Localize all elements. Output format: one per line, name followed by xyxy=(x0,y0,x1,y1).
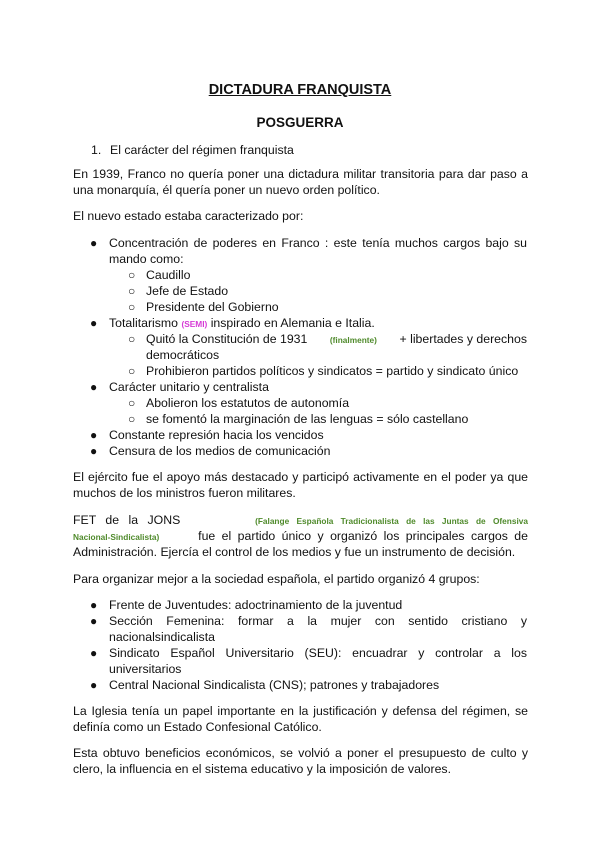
paragraph-1-line-1: En 1939, Franco no quería poner una dictadura militar transitoria para dar paso a xyxy=(73,167,528,181)
list2-item2-line1: Sección Femenina: formar a la mujer con sentido cristiano y xyxy=(109,614,527,628)
sub-bullet-icon: ○ xyxy=(128,268,136,282)
list1-item2-sub1-line2: democráticos xyxy=(146,348,220,362)
paragraph-5: Para organizar mejor a la sociedad española, el partido organizó 4 grupos: xyxy=(73,572,480,586)
paragraph-7-line-2: clero, la influencia en el sistema educativo y la imposición de valores. xyxy=(73,762,451,776)
paragraph-4-line-2 xyxy=(73,528,528,545)
document-subtitle: POSGUERRA xyxy=(256,115,344,130)
list2-item2-line2: nacionalsindicalista xyxy=(109,630,215,644)
sub-bullet-icon: ○ xyxy=(128,284,136,298)
paragraph-4-line-3: Administración. Ejercía el control de los medios y fue un instrumento de decisión. xyxy=(73,545,516,559)
list1-item3-sub2: se fomentó la marginación de las lenguas = sólo castellano xyxy=(146,412,469,426)
list2-item3-line2: universitarios xyxy=(109,662,182,676)
paragraph-3-line-1: El ejército fue el apoyo más destacado y participó activamente en el poder ya que xyxy=(73,470,528,484)
bullet-icon: ● xyxy=(90,380,98,394)
sub-bullet-icon: ○ xyxy=(128,412,136,426)
list2-item1: Frente de Juventudes: adoctrinamiento de la juventud xyxy=(109,598,403,612)
list1-item2-sub2: Prohibieron partidos políticos y sindicatos = partido y sindicato único xyxy=(146,364,519,378)
list1-item1-line2: mando como: xyxy=(109,252,184,266)
list1-item1-sub1: Caudillo xyxy=(146,268,191,282)
paragraph-6-line-1: La Iglesia tenía un papel importante en la justificación y defensa del régimen, se xyxy=(73,704,528,718)
sub-bullet-icon: ○ xyxy=(128,332,136,346)
paragraph-2: El nuevo estado estaba caracterizado por: xyxy=(73,209,304,223)
bullet-icon: ● xyxy=(90,646,98,660)
sub-bullet-icon: ○ xyxy=(128,364,136,378)
bullet-icon: ● xyxy=(90,598,98,612)
list1-item1-line1: Concentración de poderes en Franco : este tenía muchos cargos bajo su xyxy=(109,236,527,250)
list1-item3: Carácter unitario y centralista xyxy=(109,380,269,394)
list1-item3-sub1: Abolieron los estatutos de autonomía xyxy=(146,396,350,410)
list1-item5: Censura de los medios de comunicación xyxy=(109,444,331,458)
list2-item4: Central Nacional Sindicalista (CNS); patrones y trabajadores xyxy=(109,678,440,692)
list1-item2-sub1-line1 xyxy=(146,331,527,348)
paragraph-4-line-2-text: fue el partido único y organizó los principales cargos de xyxy=(198,529,528,543)
falange-note: (Falange Española Tradicionalista de las Juntas de Ofensiva xyxy=(255,516,528,526)
list1-item1-sub3: Presidente del Gobierno xyxy=(146,300,279,314)
paragraph-3-line-2: muchos de los ministros fueron militares. xyxy=(73,486,296,500)
list1-item2-after: inspirado en Alemania e Italia. xyxy=(210,316,375,330)
bullet-icon: ● xyxy=(90,614,98,628)
falange-note-end: Nacional-Sindicalista) xyxy=(73,532,160,542)
section-heading: El carácter del régimen franquista xyxy=(110,143,294,157)
finalmente-note: (finalmente) xyxy=(329,335,377,345)
list1-item1-sub2: Jefe de Estado xyxy=(146,284,229,298)
paragraph-7-line-1: Esta obtuvo beneficios económicos, se volvió a poner el presupuesto de culto y xyxy=(73,746,528,760)
sub-bullet-icon: ○ xyxy=(128,300,136,314)
fet-jons-label: FET de la JONS xyxy=(73,513,181,527)
semi-note: (SEMI) xyxy=(181,319,208,329)
constitution-rest: + libertades y derechos xyxy=(399,332,527,346)
constitution-text: Quitó la Constitución de 1931 xyxy=(146,332,308,346)
bullet-icon: ● xyxy=(90,444,98,458)
list1-item4: Constante represión hacia los vencidos xyxy=(109,428,324,442)
bullet-icon: ● xyxy=(90,428,98,442)
paragraph-1-line-2: una monarquía, él quería poner un nuevo orden político. xyxy=(73,183,380,197)
paragraph-6-line-2: definía como un Estado Confesional Católico. xyxy=(73,720,322,734)
paragraph-4-line-1 xyxy=(73,512,528,529)
list2-item3-line1: Sindicato Español Universitario (SEU): encuadrar y controlar a los xyxy=(109,646,527,660)
list1-item2 xyxy=(109,315,375,332)
document-title: DICTADURA FRANQUISTA xyxy=(208,82,392,98)
bullet-icon: ● xyxy=(90,678,98,692)
bullet-icon: ● xyxy=(90,236,98,250)
section-number: 1. xyxy=(91,143,102,157)
bullet-icon: ● xyxy=(90,316,98,330)
sub-bullet-icon: ○ xyxy=(128,396,136,410)
list1-item2-before: Totalitarismo xyxy=(109,316,179,330)
